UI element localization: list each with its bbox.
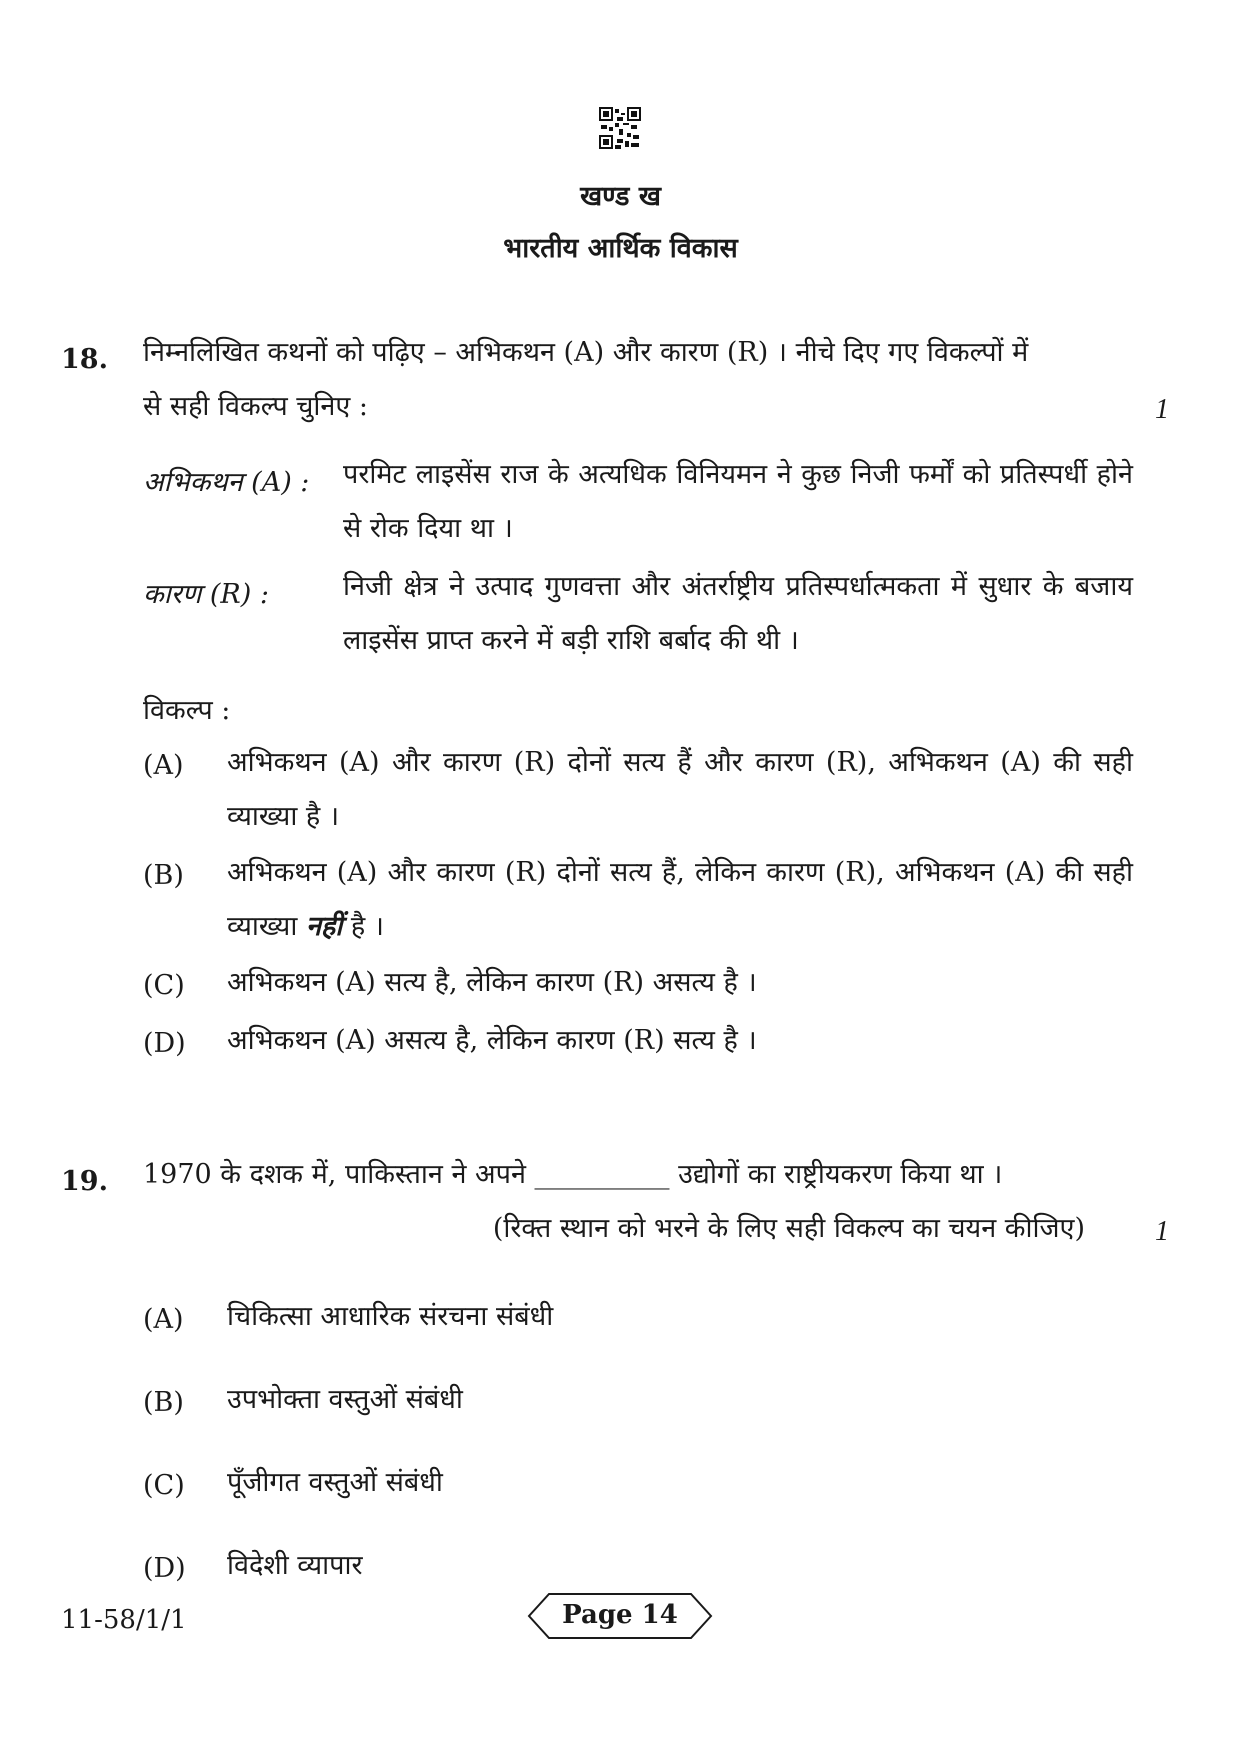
assertion-text: परमिट लाइसेंस राज के अत्यधिक विनियमन ने कुछ निजी फर्मों को प्रतिस्पर्धी होने से रोक दिया था । (343, 459, 1133, 544)
option-d (143, 1539, 1133, 1593)
question-19-marks: 1 (1155, 1216, 1169, 1247)
question-18-stem-line1: निम्नलिखित कथनों को पढ़िए – अभिकथन (A) और कारण (R) । नीचे दिए गए विकल्पों में (143, 337, 1029, 368)
question-19-stem: 1970 के दशक में, पाकिस्तान ने अपने __________ उद्योगों का राष्ट्रीयकरण किया था । (143, 1159, 1003, 1190)
option-text: उपभोक्ता वस्तुओं संबंधी (227, 1384, 463, 1415)
option-text: अभिकथन (A) और कारण (R) दोनों सत्य हैं और कारण (R), अभिकथन (A) की सही व्याख्या है । (227, 747, 1133, 832)
option-letter: (A) (143, 750, 184, 781)
option-emphasis: नहीं (305, 911, 343, 942)
paper-code: 11-58/1/1 (61, 1605, 187, 1635)
qr-code-icon (599, 107, 641, 149)
page-number-badge (527, 1591, 713, 1641)
options-label: विकल्प : (143, 695, 231, 726)
option-text: विदेशी व्यापार (227, 1550, 363, 1581)
option-b (143, 846, 1133, 954)
option-letter: (C) (143, 970, 185, 1001)
reason-text: निजी क्षेत्र ने उत्पाद गुणवत्ता और अंतर्राष्ट्रीय प्रतिस्पर्धात्मकता में सुधार के बजाय लाइसेंस प्राप्त करने में बड़ी राशि बर्बाद की थी । (343, 571, 1133, 656)
option-text-after: है । (342, 911, 385, 942)
option-text (227, 846, 1133, 954)
option-text-before: अभिकथन (A) और कारण (R) दोनों सत्य हैं, लेकिन कारण (R), अभिकथन (A) की सही व्याख्या (227, 857, 1133, 942)
option-text: पूँजीगत वस्तुओं संबंधी (227, 1467, 443, 1498)
question-18-stem-line2: से सही विकल्प चुनिए : (143, 391, 368, 422)
option-d (143, 1014, 1133, 1068)
question-19-instruction: (रिक्त स्थान को भरने के लिए सही विकल्प का चयन कीजिए) (492, 1213, 1085, 1244)
question-number-18: 18. (61, 344, 108, 375)
option-a (143, 1290, 1133, 1344)
option-text: अभिकथन (A) सत्य है, लेकिन कारण (R) असत्य है । (227, 967, 757, 998)
question-18-marks: 1 (1155, 394, 1169, 425)
option-letter: (C) (143, 1470, 185, 1501)
option-b (143, 1373, 1133, 1427)
option-letter: (A) (143, 1304, 184, 1335)
option-letter: (D) (143, 1028, 186, 1059)
option-text: अभिकथन (A) असत्य है, लेकिन कारण (R) सत्य है । (227, 1025, 757, 1056)
reason-label: कारण (R) : (143, 579, 269, 610)
option-letter: (B) (143, 860, 184, 891)
option-text: चिकित्सा आधारिक संरचना संबंधी (227, 1301, 554, 1332)
question-number-19: 19. (61, 1166, 108, 1197)
option-letter: (D) (143, 1553, 186, 1584)
option-a (143, 736, 1133, 844)
option-letter: (B) (143, 1387, 184, 1418)
page-label: Page 14 (562, 1600, 678, 1630)
section-subtitle: भारतीय आर्थिक विकास (503, 233, 738, 264)
option-c (143, 1456, 1133, 1510)
assertion-label: अभिकथन (A) : (143, 467, 310, 498)
option-c (143, 956, 1133, 1010)
section-title: खण्ड ख (580, 181, 661, 212)
